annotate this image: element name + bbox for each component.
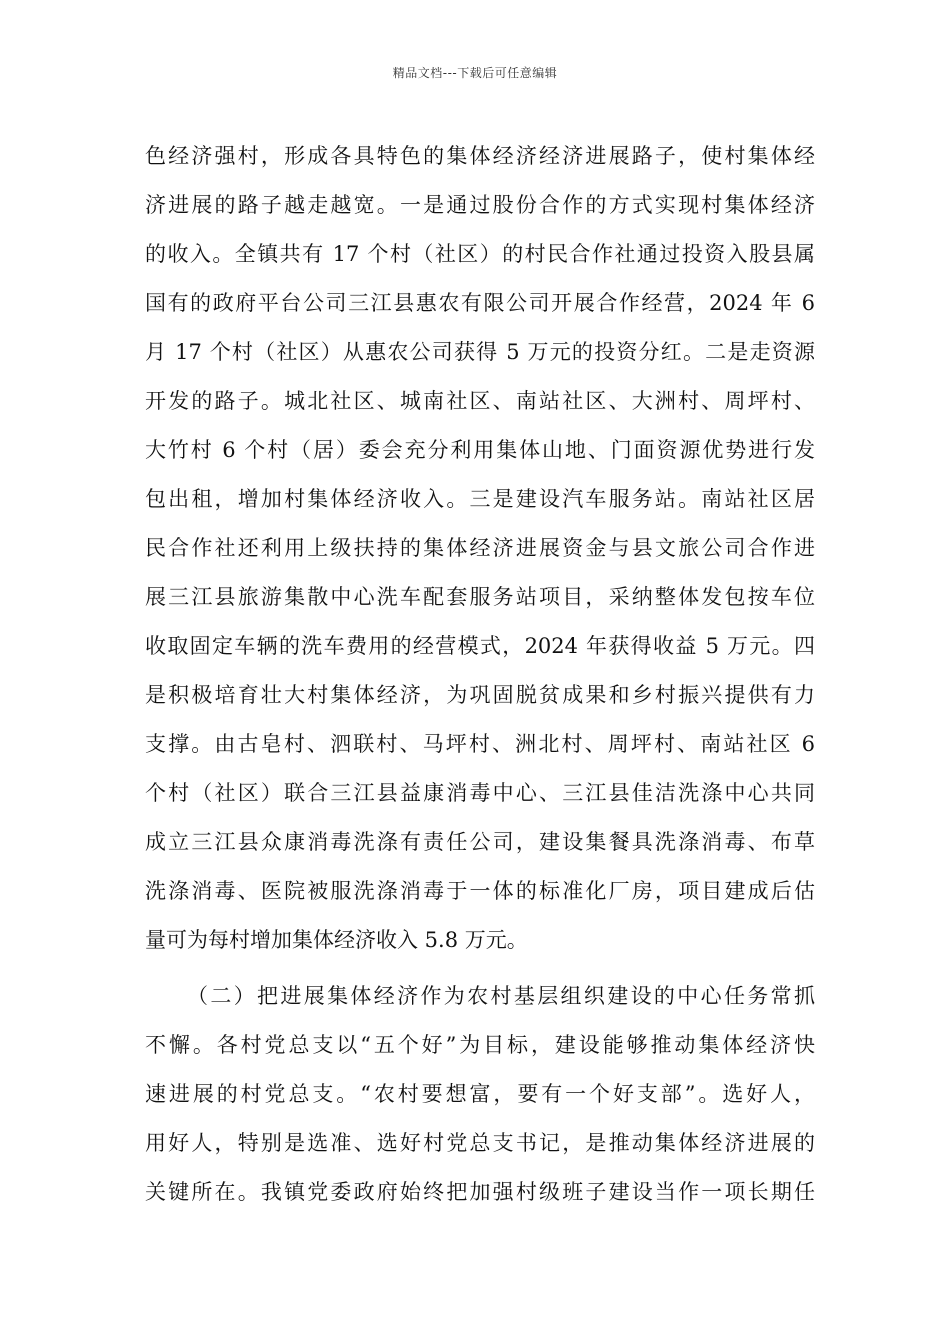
text-line: 个村（社区）联合三江县益康消毒中心、三江县佳洁洗涤中心共同: [145, 781, 815, 805]
text-line: 月 17 个村（社区）从惠农公司获得 5 万元的投资分红。二是走资源: [145, 340, 815, 364]
text-line: 是积极培育壮大村集体经济，为巩固脱贫成果和乡村振兴提供有力: [145, 683, 815, 707]
text-line: 不懈。各村党总支以“五个好”为目标，建设能够推动集体经济快: [145, 1033, 815, 1057]
body-text: [145, 132, 815, 1217]
text-line: 关键所在。我镇党委政府始终把加强村级班子建设当作一项长期任: [145, 1180, 815, 1204]
text-line: 支撑。由古皂村、泗联村、马坪村、洲北村、周坪村、南站社区 6: [145, 732, 815, 756]
text-line: 速进展的村党总支。“农村要想富，要有一个好支部”。选好人，: [145, 1082, 815, 1106]
text-line: 成立三江县众康消毒洗涤有责任公司，建设集餐具洗涤消毒、布草: [145, 830, 815, 854]
text-line: 民合作社还利用上级扶持的集体经济进展资金与县文旅公司合作进: [145, 536, 815, 560]
page-header: 精品文档---下载后可任意编辑: [392, 66, 558, 80]
paragraph-spacer: [145, 965, 815, 972]
text-line: （二）把进展集体经济作为农村基层组织建设的中心任务常抓: [187, 984, 815, 1008]
text-line: 济进展的路子越走越宽。一是通过股份合作的方式实现村集体经济: [145, 193, 815, 217]
paragraph-2: [145, 972, 815, 1217]
text-line: 展三江县旅游集散中心洗车配套服务站项目，采纳整体发包按车位: [145, 585, 815, 609]
text-line: 量可为每村增加集体经济收入 5.8 万元。: [145, 928, 528, 952]
text-line: 开发的路子。城北社区、城南社区、南站社区、大洲村、周坪村、: [145, 389, 815, 413]
text-line: 洗涤消毒、医院被服洗涤消毒于一体的标准化厂房，项目建成后估: [145, 879, 815, 903]
text-line: 收取固定车辆的洗车费用的经营模式，2024 年获得收益 5 万元。四: [145, 634, 815, 658]
text-line: 的收入。全镇共有 17 个村（社区）的村民合作社通过投资入股县属: [145, 242, 815, 266]
text-line: 色经济强村，形成各具特色的集体经济经济进展路子，使村集体经: [145, 144, 815, 168]
text-line: 大竹村 6 个村（居）委会充分利用集体山地、门面资源优势进行发: [145, 438, 815, 462]
text-line: 包出租，增加村集体经济收入。三是建设汽车服务站。南站社区居: [145, 487, 815, 511]
paragraph-1: [145, 132, 815, 965]
text-line: 用好人，特别是选准、选好村党总支书记，是推动集体经济进展的: [145, 1131, 815, 1155]
text-line: 国有的政府平台公司三江县惠农有限公司开展合作经营，2024 年 6: [145, 291, 815, 315]
